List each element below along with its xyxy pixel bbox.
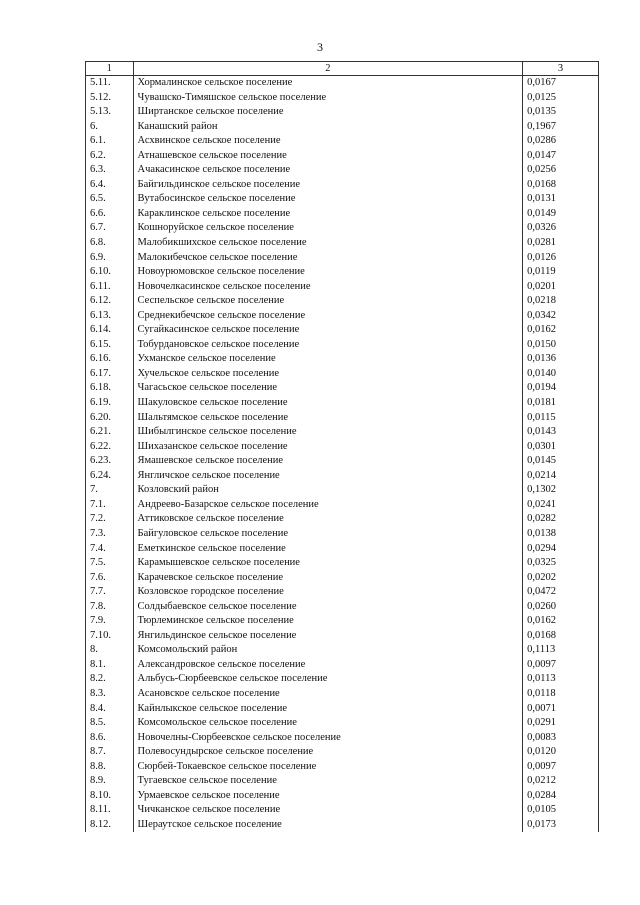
row-value: 0,0214 [523,469,599,484]
row-number: 8.12. [86,818,134,833]
table-row [86,643,599,658]
row-value: 0,1967 [523,120,599,135]
row-number: 7.10. [86,629,134,644]
table-row [86,280,599,295]
row-number: 7.6. [86,571,134,586]
row-value: 0,0256 [523,163,599,178]
table-row [86,672,599,687]
table-row [86,498,599,513]
row-value: 0,0284 [523,789,599,804]
table-row [86,178,599,193]
row-number: 7.9. [86,614,134,629]
table-row [86,803,599,818]
table-row [86,454,599,469]
table-row [86,236,599,251]
row-number: 5.13. [86,105,134,120]
table-row [86,571,599,586]
row-value: 0,0291 [523,716,599,731]
table-row [86,323,599,338]
row-name: Шальтямское сельское поселение [133,411,523,426]
table-row [86,396,599,411]
row-number: 7.1. [86,498,134,513]
row-number: 7.7. [86,585,134,600]
row-value: 0,0472 [523,585,599,600]
table-row [86,352,599,367]
row-name: Канашский район [133,120,523,135]
row-name: Караклинское сельское поселение [133,207,523,222]
data-table [85,61,599,832]
row-value: 0,0097 [523,760,599,775]
row-name: Новочелкасинское сельское поселение [133,280,523,295]
table-row [86,542,599,557]
row-name: Шераутское сельское поселение [133,818,523,833]
table-row [86,120,599,135]
row-value: 0,0167 [523,76,599,91]
row-name: Байгуловское сельское поселение [133,527,523,542]
row-number: 5.11. [86,76,134,91]
row-name: Козловское городское поселение [133,585,523,600]
row-number: 6.18. [86,381,134,396]
table-row [86,745,599,760]
row-number: 6.6. [86,207,134,222]
table-row [86,789,599,804]
row-name: Ямашевское сельское поселение [133,454,523,469]
row-name: Карамышевское сельское поселение [133,556,523,571]
table-row [86,760,599,775]
header-col-3: 3 [523,62,599,76]
page-number: 3 [317,40,323,54]
row-number: 6.13. [86,309,134,324]
table-row [86,527,599,542]
row-name: Асхвинское сельское поселение [133,134,523,149]
table-row [86,309,599,324]
row-name: Чувашско-Тимяшское сельское поселение [133,91,523,106]
row-value: 0,0143 [523,425,599,440]
row-value: 0,0136 [523,352,599,367]
row-name: Карачевское сельское поселение [133,571,523,586]
row-number: 8.2. [86,672,134,687]
row-value: 0,0113 [523,672,599,687]
row-name: Среднекибечское сельское поселение [133,309,523,324]
table-row [86,76,599,91]
table-row [86,483,599,498]
row-number: 8. [86,643,134,658]
table-row [86,629,599,644]
row-name: Тюрлеминское сельское поселение [133,614,523,629]
row-number: 8.6. [86,731,134,746]
row-number: 7.8. [86,600,134,615]
row-name: Тугаевское сельское поселение [133,774,523,789]
row-number: 8.7. [86,745,134,760]
row-name: Кошноруйское сельское поселение [133,221,523,236]
row-value: 0,1113 [523,643,599,658]
row-value: 0,0105 [523,803,599,818]
row-name: Хормалинское сельское поселение [133,76,523,91]
row-number: 6.9. [86,251,134,266]
row-value: 0,0135 [523,105,599,120]
table-row [86,702,599,717]
row-value: 0,0150 [523,338,599,353]
row-name: Козловский район [133,483,523,498]
table-row [86,207,599,222]
row-number: 8.3. [86,687,134,702]
table-row [86,251,599,266]
row-name: Сугайкасинское сельское поселение [133,323,523,338]
row-number: 8.9. [86,774,134,789]
row-name: Аттиковское сельское поселение [133,512,523,527]
row-number: 6.4. [86,178,134,193]
row-name: Чичканское сельское поселение [133,803,523,818]
header-col-2: 2 [133,62,523,76]
row-name: Солдыбаевское сельское поселение [133,600,523,615]
row-number: 7.2. [86,512,134,527]
table-row [86,818,599,833]
row-value: 0,0138 [523,527,599,542]
row-number: 8.10. [86,789,134,804]
row-number: 6.19. [86,396,134,411]
table-row [86,192,599,207]
row-number: 6.5. [86,192,134,207]
row-value: 0,0281 [523,236,599,251]
row-name: Комсомольский район [133,643,523,658]
row-value: 0,0140 [523,367,599,382]
row-value: 0,0181 [523,396,599,411]
row-name: Сюрбей-Токаевское сельское поселение [133,760,523,775]
row-name: Атнашевское сельское поселение [133,149,523,164]
row-value: 0,0301 [523,440,599,455]
row-value: 0,0201 [523,280,599,295]
row-value: 0,0168 [523,629,599,644]
table-row [86,221,599,236]
table-row [86,367,599,382]
row-value: 0,0131 [523,192,599,207]
table-row [86,658,599,673]
table-row [86,600,599,615]
row-number: 6.15. [86,338,134,353]
row-number: 6.1. [86,134,134,149]
row-number: 6.2. [86,149,134,164]
row-value: 0,0147 [523,149,599,164]
table-row [86,134,599,149]
row-value: 0,0118 [523,687,599,702]
row-number: 6.20. [86,411,134,426]
row-value: 0,0294 [523,542,599,557]
row-value: 0,0286 [523,134,599,149]
row-number: 6.10. [86,265,134,280]
table-row [86,105,599,120]
row-value: 0,0194 [523,381,599,396]
row-number: 7.4. [86,542,134,557]
row-number: 8.4. [86,702,134,717]
row-name: Еметкинское сельское поселение [133,542,523,557]
table-row [86,440,599,455]
row-value: 0,0162 [523,614,599,629]
table-row [86,774,599,789]
row-value: 0,0120 [523,745,599,760]
table-row [86,512,599,527]
table-row [86,338,599,353]
row-name: Альбусь-Сюрбеевское сельское поселение [133,672,523,687]
table-row [86,556,599,571]
table-row [86,265,599,280]
row-value: 0,0083 [523,731,599,746]
row-value: 0,0126 [523,251,599,266]
row-number: 6.3. [86,163,134,178]
table-body [86,62,599,833]
row-name: Урмаевское сельское поселение [133,789,523,804]
row-number: 7.5. [86,556,134,571]
row-name: Чагасьское сельское поселение [133,381,523,396]
row-value: 0,0241 [523,498,599,513]
row-name: Кайнлыкское сельское поселение [133,702,523,717]
table-row [86,469,599,484]
row-value: 0,0145 [523,454,599,469]
row-value: 0,0162 [523,323,599,338]
row-name: Шихазанское сельское поселение [133,440,523,455]
row-value: 0,0115 [523,411,599,426]
table-row [86,614,599,629]
row-value: 0,0125 [523,91,599,106]
row-name: Тобурдановское сельское поселение [133,338,523,353]
row-number: 6. [86,120,134,135]
row-number: 6.12. [86,294,134,309]
row-name: Андреево-Базарское сельское поселение [133,498,523,513]
row-value: 0,0282 [523,512,599,527]
table-row [86,585,599,600]
row-number: 6.8. [86,236,134,251]
row-number: 8.11. [86,803,134,818]
row-number: 6.24. [86,469,134,484]
row-value: 0,0202 [523,571,599,586]
row-name: Ширтанское сельское поселение [133,105,523,120]
row-name: Вутабосинское сельское поселение [133,192,523,207]
row-name: Малобикшихское сельское поселение [133,236,523,251]
row-number: 8.1. [86,658,134,673]
row-name: Ачакасинское сельское поселение [133,163,523,178]
row-name: Ухманское сельское поселение [133,352,523,367]
row-name: Сеспельское сельское поселение [133,294,523,309]
header-col-1: 1 [86,62,134,76]
row-value: 0,0218 [523,294,599,309]
table-row [86,716,599,731]
row-name: Шибылгинское сельское поселение [133,425,523,440]
table-row [86,731,599,746]
row-name: Полевосундырское сельское поселение [133,745,523,760]
row-number: 6.11. [86,280,134,295]
table-row [86,149,599,164]
row-value: 0,0342 [523,309,599,324]
row-value: 0,1302 [523,483,599,498]
table-header-row [86,62,599,76]
row-name: Асановское сельское поселение [133,687,523,702]
row-name: Янгличское сельское поселение [133,469,523,484]
table-row [86,411,599,426]
row-name: Шакуловское сельское поселение [133,396,523,411]
row-name: Хучельское сельское поселение [133,367,523,382]
row-value: 0,0326 [523,221,599,236]
row-number: 8.5. [86,716,134,731]
row-value: 0,0168 [523,178,599,193]
row-number: 6.23. [86,454,134,469]
row-value: 0,0260 [523,600,599,615]
row-number: 6.21. [86,425,134,440]
row-name: Новоурюмовское сельское поселение [133,265,523,280]
table-row [86,163,599,178]
table-row [86,425,599,440]
row-number: 6.16. [86,352,134,367]
row-number: 6.14. [86,323,134,338]
row-name: Байгильдинское сельское поселение [133,178,523,193]
row-value: 0,0212 [523,774,599,789]
table-row [86,294,599,309]
row-value: 0,0325 [523,556,599,571]
table-row [86,381,599,396]
row-name: Александровское сельское поселение [133,658,523,673]
table-row [86,91,599,106]
row-number: 8.8. [86,760,134,775]
row-number: 5.12. [86,91,134,106]
row-number: 7. [86,483,134,498]
row-value: 0,0173 [523,818,599,833]
row-number: 6.7. [86,221,134,236]
row-number: 6.17. [86,367,134,382]
row-name: Янгильдинское сельское поселение [133,629,523,644]
row-name: Малокибечское сельское поселение [133,251,523,266]
row-number: 6.22. [86,440,134,455]
row-name: Новочелны-Сюрбеевское сельское поселение [133,731,523,746]
row-name: Комсомольское сельское поселение [133,716,523,731]
row-number: 7.3. [86,527,134,542]
row-value: 0,0119 [523,265,599,280]
table-row [86,687,599,702]
row-value: 0,0149 [523,207,599,222]
row-value: 0,0097 [523,658,599,673]
row-value: 0,0071 [523,702,599,717]
